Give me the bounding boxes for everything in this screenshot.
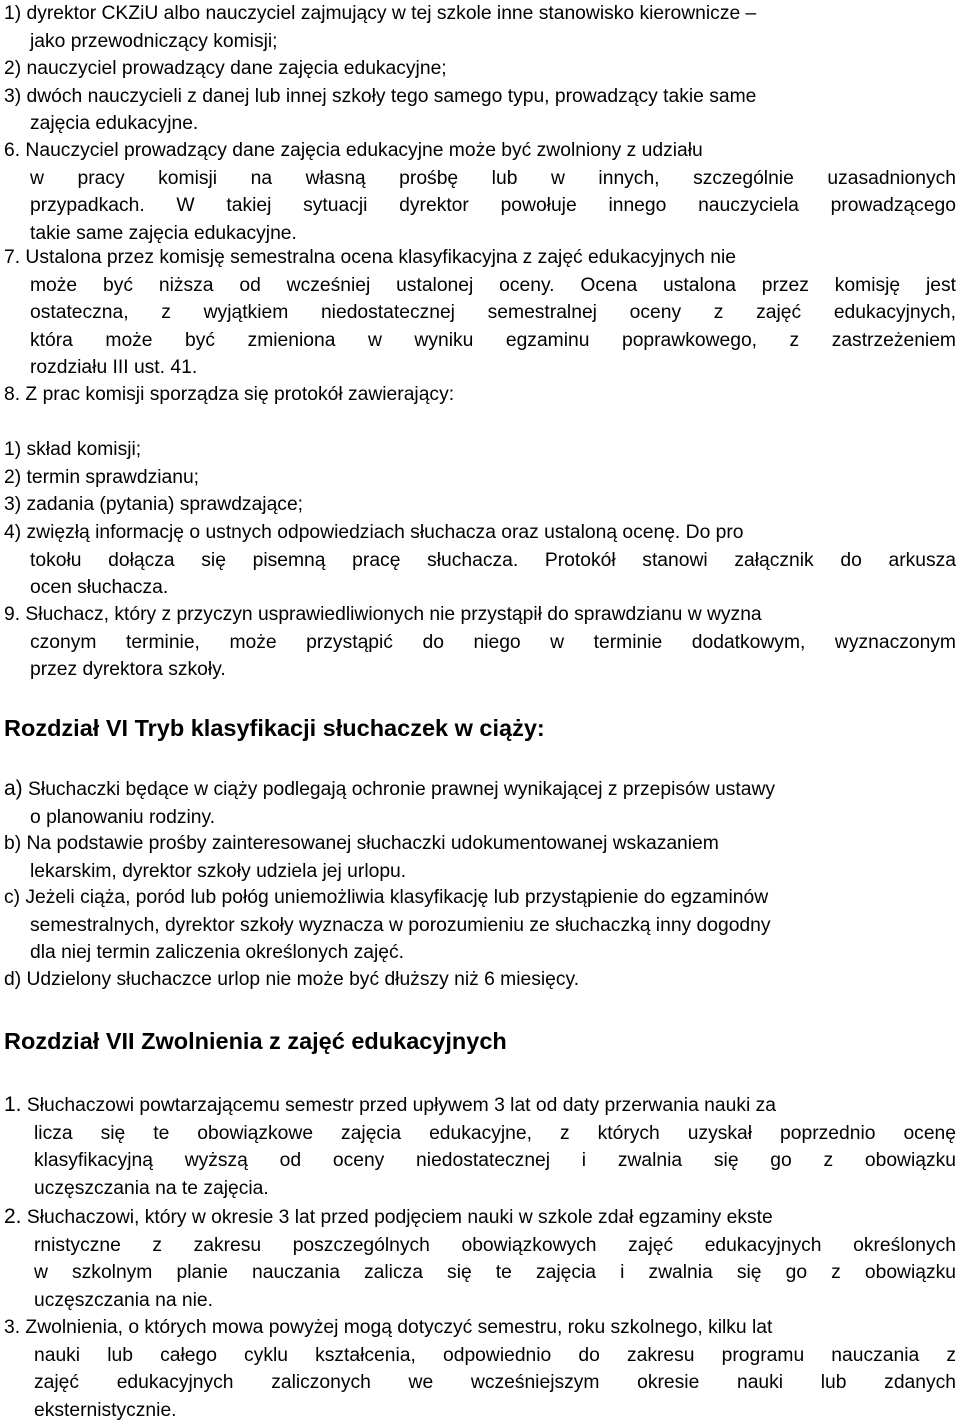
paragraph-line: uczęszczania na nie. <box>34 1289 213 1311</box>
list-item: 1) dyrektor CKZiU albo nauczyciel zajmujący w tej szkole inne stanowisko kierownicze – <box>4 3 757 24</box>
protocol-contents-list <box>4 436 956 519</box>
list-item-continuation: zajęcia edukacyjne. <box>30 113 199 135</box>
paragraph-line: nauki lub całego cyklu kształcenia, odpowiednio do zakresu programu nauczania z <box>34 1344 956 1366</box>
paragraph-line: ostateczna, z wyjątkiem niedostatecznej semestralnej oceny z zajęć edukacyjnych, <box>30 302 956 324</box>
paragraph-line: takie same zajęcia edukacyjne. <box>30 222 297 244</box>
list-item-line: dla niej termin zaliczenia określonych zajęć. <box>30 942 405 964</box>
paragraph-line: klasyfikacyjną wyższą od oceny niedostatecznej i zwalnia się go z obowiązku <box>34 1150 956 1172</box>
item-marker: 2. <box>4 1205 22 1228</box>
paragraph-line: 6. Nauczyciel prowadzący dane zajęcia edukacyjne może być zwolniony z udziału <box>4 140 703 161</box>
protocol-item-4 <box>4 519 956 602</box>
section-7-paragraph-3 <box>4 1314 956 1424</box>
item-text: Słuchaczowi powtarzającemu semestr przed upływem 3 lat od daty przerwania nauki za <box>21 1095 776 1116</box>
paragraph-line: rozdziału III ust. 41. <box>30 357 198 379</box>
list-item-line: b) Na podstawie prośby zainteresowanej słuchaczki udokumentowanej wskazaniem <box>4 833 719 854</box>
paragraph-line: rnistyczne z zakresu poszczególnych obowiązkowych zajęć edukacyjnych określonych <box>34 1234 956 1256</box>
paragraph-line: może być niższa od wcześniej ustalonej oceny. Ocena ustalona przez komisję jest <box>30 274 956 296</box>
paragraph-line: uczęszczania na te zajęcia. <box>34 1177 269 1199</box>
list-item: 1) skład komisji; <box>4 439 142 460</box>
list-item-line: ocen słuchacza. <box>30 577 169 599</box>
item-marker: a) <box>4 777 23 800</box>
section-6-item-a <box>4 775 956 831</box>
section-6-heading: Rozdział VI Tryb klasyfikacji słuchaczek w ciąży: <box>4 715 545 741</box>
paragraph-7 <box>4 244 956 382</box>
paragraph-line: która może być zmieniona w wyniku egzaminu poprawkowego, z zastrzeżeniem <box>30 329 956 351</box>
paragraph-line: w pracy komisji na własną prośbę lub w innych, szczególnie uzasadnionych <box>30 167 956 189</box>
list-item: 3) dwóch nauczycieli z danej lub innej szkoły tego samego typu, prowadzący takie same <box>4 85 757 107</box>
section-7-heading: Rozdział VII Zwolnienia z zajęć edukacyjnych <box>4 1028 507 1054</box>
section-6-item-b <box>4 830 956 885</box>
paragraph-line: przypadkach. W takiej sytuacji dyrektor powołuje innego nauczyciela prowadzącego <box>30 195 956 217</box>
paragraph-line: eksternistycznie. <box>34 1399 177 1421</box>
paragraph-line: 7. Ustalona przez komisję semestralna ocena klasyfikacyjna z zajęć edukacyjnych nie <box>4 247 736 268</box>
item-marker: 1. <box>4 1093 22 1116</box>
list-item-line: d) Udzielony słuchaczce urlop nie może być dłuższy niż 6 miesięcy. <box>4 969 580 990</box>
paragraph-line: w szkolnym planie nauczania zalicza się te zajęcia i zwalnia się go z obowiązku <box>34 1262 956 1284</box>
paragraph-9 <box>4 601 956 684</box>
section-6-item-c <box>4 884 956 967</box>
paragraph-line: licza się te obowiązkowe zajęcia edukacyjne, z których uzyskał poprzednio ocenę <box>34 1122 956 1144</box>
commission-members-list <box>4 0 956 138</box>
list-item-line: 4) zwięzłą informację o ustnych odpowiedziach słuchacza oraz ustaloną ocenę. Do pro <box>4 522 744 543</box>
section-6-item-d <box>4 966 956 994</box>
list-item-line <box>4 775 956 804</box>
list-item: 3) zadania (pytania) sprawdzające; <box>4 494 304 516</box>
list-item-line: semestralnych, dyrektor szkoły wyznacza w porozumieniu ze słuchaczką inny dogodny <box>30 914 771 936</box>
list-item-line: lekarskim, dyrektor szkoły udziela jej urlopu. <box>30 860 407 882</box>
paragraph-line: czonym terminie, może przystąpić do niego w terminie dodatkowym, wyznaczonym <box>30 631 956 653</box>
paragraph-line <box>4 1091 956 1120</box>
list-item-line: c) Jeżeli ciąża, poród lub połóg uniemożliwia klasyfikację lub przystąpienie do egzaminów <box>4 887 769 908</box>
paragraph-line: 3. Zwolnienia, o których mowa powyżej mogą dotyczyć semestru, roku szkolnego, kilku lat <box>4 1317 773 1338</box>
paragraph-line: 8. Z prac komisji sporządza się protokół zawierający: <box>4 384 455 405</box>
paragraph-8 <box>4 381 956 409</box>
list-item-line: tokołu dołącza się pisemną pracę słuchacza. Protokół stanowi załącznik do arkusza <box>30 549 956 571</box>
paragraph-line: 9. Słuchacz, który z przyczyn usprawiedliwionych nie przystąpił do sprawdzianu w wyzna <box>4 604 762 625</box>
item-text: Słuchaczowi, który w okresie 3 lat przed podjęciem nauki w szkole zdał egzaminy ekste <box>21 1207 773 1228</box>
item-text: Słuchaczki będące w ciąży podlegają ochronie prawnej wynikającej z przepisów ustawy <box>22 779 776 800</box>
list-item: 2) termin sprawdzianu; <box>4 466 200 488</box>
section-7-paragraph-2 <box>4 1203 956 1314</box>
list-item: 2) nauczyciel prowadzący dane zajęcia edukacyjne; <box>4 58 447 80</box>
list-item-line: o planowaniu rodziny. <box>30 806 216 828</box>
section-7-paragraph-1 <box>4 1091 956 1202</box>
paragraph-6 <box>4 137 956 247</box>
paragraph-line <box>4 1203 956 1232</box>
list-item-continuation: jako przewodniczący komisji; <box>30 30 278 52</box>
paragraph-line: zajęć edukacyjnych zaliczonych we wcześniejszym okresie nauki lub zdanych <box>34 1372 956 1394</box>
paragraph-line: przez dyrektora szkoły. <box>30 659 226 681</box>
